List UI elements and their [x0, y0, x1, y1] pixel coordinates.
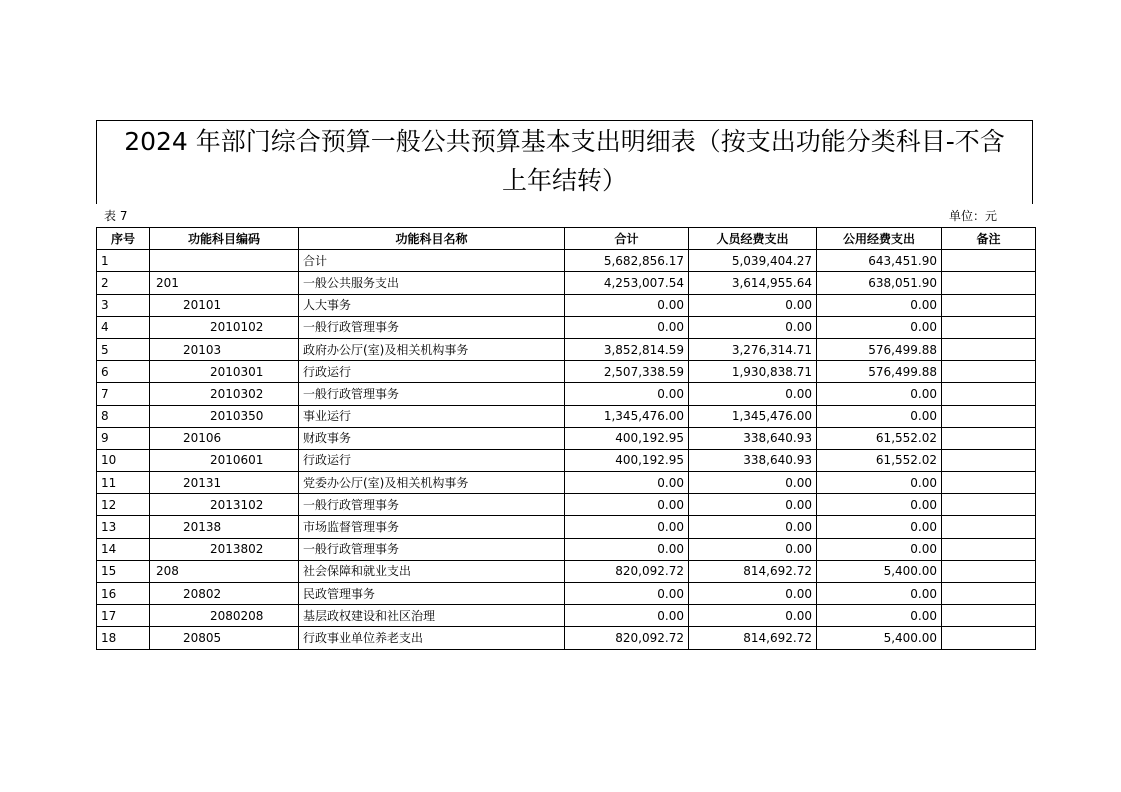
- cell-note: [942, 560, 1036, 582]
- cell-code: 2080208: [150, 605, 299, 627]
- header-name: 功能科目名称: [299, 228, 565, 250]
- cell-total: 2,507,338.59: [565, 361, 689, 383]
- cell-name: 党委办公厅(室)及相关机构事务: [299, 472, 565, 494]
- header-note: 备注: [942, 228, 1036, 250]
- cell-name: 民政管理事务: [299, 583, 565, 605]
- cell-seq: 3: [97, 294, 150, 316]
- cell-seq: 11: [97, 472, 150, 494]
- cell-name: 基层政权建设和社区治理: [299, 605, 565, 627]
- cell-name: 一般行政管理事务: [299, 494, 565, 516]
- cell-public: 0.00: [817, 383, 942, 405]
- cell-total: 0.00: [565, 294, 689, 316]
- cell-total: 400,192.95: [565, 449, 689, 471]
- cell-code: 2010601: [150, 449, 299, 471]
- cell-seq: 16: [97, 583, 150, 605]
- cell-name: 行政运行: [299, 449, 565, 471]
- cell-code: 201: [150, 272, 299, 294]
- cell-seq: 10: [97, 449, 150, 471]
- cell-name: 一般行政管理事务: [299, 316, 565, 338]
- cell-total: 5,682,856.17: [565, 250, 689, 272]
- cell-personnel: 0.00: [689, 294, 817, 316]
- table-row: [97, 383, 1036, 405]
- table-header-row: [97, 228, 1036, 250]
- cell-name: 一般行政管理事务: [299, 538, 565, 560]
- cell-seq: 18: [97, 627, 150, 649]
- table-row: [97, 494, 1036, 516]
- cell-personnel: 3,276,314.71: [689, 338, 817, 360]
- cell-public: 0.00: [817, 294, 942, 316]
- report-title-line-2: 上年结转）: [501, 166, 627, 195]
- cell-personnel: 0.00: [689, 538, 817, 560]
- cell-total: 1,345,476.00: [565, 405, 689, 427]
- cell-code: 2010350: [150, 405, 299, 427]
- cell-note: [942, 427, 1036, 449]
- cell-public: 0.00: [817, 538, 942, 560]
- cell-personnel: 338,640.93: [689, 449, 817, 471]
- cell-personnel: 1,930,838.71: [689, 361, 817, 383]
- header-personnel: 人员经费支出: [689, 228, 817, 250]
- cell-name: 合计: [299, 250, 565, 272]
- cell-code: 2010302: [150, 383, 299, 405]
- table-row: [97, 405, 1036, 427]
- cell-code: 20101: [150, 294, 299, 316]
- cell-note: [942, 583, 1036, 605]
- cell-code: 20805: [150, 627, 299, 649]
- table-row: [97, 538, 1036, 560]
- cell-code: 2013102: [150, 494, 299, 516]
- cell-total: 0.00: [565, 472, 689, 494]
- report-title-box: [96, 120, 1033, 204]
- cell-seq: 17: [97, 605, 150, 627]
- cell-note: [942, 405, 1036, 427]
- cell-code: 208: [150, 560, 299, 582]
- table-row: [97, 427, 1036, 449]
- cell-seq: 8: [97, 405, 150, 427]
- table-row: [97, 272, 1036, 294]
- cell-public: 643,451.90: [817, 250, 942, 272]
- cell-name: 人大事务: [299, 294, 565, 316]
- cell-public: 5,400.00: [817, 627, 942, 649]
- cell-note: [942, 250, 1036, 272]
- cell-seq: 12: [97, 494, 150, 516]
- cell-personnel: 5,039,404.27: [689, 250, 817, 272]
- table-row: [97, 583, 1036, 605]
- cell-personnel: 814,692.72: [689, 560, 817, 582]
- cell-total: 820,092.72: [565, 560, 689, 582]
- cell-name: 政府办公厅(室)及相关机构事务: [299, 338, 565, 360]
- cell-name: 行政事业单位养老支出: [299, 627, 565, 649]
- cell-code: 2010102: [150, 316, 299, 338]
- table-row: [97, 449, 1036, 471]
- header-code: 功能科目编码: [150, 228, 299, 250]
- table-row: [97, 516, 1036, 538]
- cell-total: 0.00: [565, 494, 689, 516]
- cell-total: 4,253,007.54: [565, 272, 689, 294]
- cell-public: 0.00: [817, 583, 942, 605]
- table-row: [97, 294, 1036, 316]
- cell-note: [942, 605, 1036, 627]
- cell-note: [942, 338, 1036, 360]
- cell-total: 0.00: [565, 383, 689, 405]
- cell-note: [942, 449, 1036, 471]
- budget-detail-table: [96, 227, 1036, 650]
- cell-seq: 15: [97, 560, 150, 582]
- cell-personnel: 0.00: [689, 516, 817, 538]
- cell-public: 0.00: [817, 516, 942, 538]
- cell-name: 一般行政管理事务: [299, 383, 565, 405]
- table-row: [97, 560, 1036, 582]
- cell-total: 0.00: [565, 583, 689, 605]
- cell-note: [942, 294, 1036, 316]
- cell-public: 0.00: [817, 472, 942, 494]
- cell-seq: 4: [97, 316, 150, 338]
- cell-name: 财政事务: [299, 427, 565, 449]
- cell-personnel: 0.00: [689, 472, 817, 494]
- cell-name: 市场监督管理事务: [299, 516, 565, 538]
- table-row: [97, 316, 1036, 338]
- cell-personnel: 814,692.72: [689, 627, 817, 649]
- cell-seq: 1: [97, 250, 150, 272]
- cell-public: 61,552.02: [817, 449, 942, 471]
- cell-public: 5,400.00: [817, 560, 942, 582]
- unit-label: 单位：元: [949, 209, 998, 223]
- cell-name: 一般公共服务支出: [299, 272, 565, 294]
- cell-public: 0.00: [817, 494, 942, 516]
- cell-code: [150, 250, 299, 272]
- table-row: [97, 250, 1036, 272]
- cell-total: 0.00: [565, 516, 689, 538]
- cell-name: 社会保障和就业支出: [299, 560, 565, 582]
- cell-public: 576,499.88: [817, 361, 942, 383]
- table-body: [97, 250, 1036, 649]
- cell-personnel: 0.00: [689, 494, 817, 516]
- cell-note: [942, 361, 1036, 383]
- table-row: [97, 472, 1036, 494]
- cell-total: 0.00: [565, 538, 689, 560]
- cell-total: 400,192.95: [565, 427, 689, 449]
- header-seq: 序号: [97, 228, 150, 250]
- cell-seq: 5: [97, 338, 150, 360]
- cell-seq: 13: [97, 516, 150, 538]
- cell-personnel: 1,345,476.00: [689, 405, 817, 427]
- cell-note: [942, 383, 1036, 405]
- cell-seq: 14: [97, 538, 150, 560]
- cell-public: 0.00: [817, 405, 942, 427]
- table-row: [97, 627, 1036, 649]
- cell-code: 20131: [150, 472, 299, 494]
- cell-note: [942, 627, 1036, 649]
- cell-personnel: 0.00: [689, 605, 817, 627]
- cell-total: 0.00: [565, 316, 689, 338]
- cell-note: [942, 494, 1036, 516]
- cell-seq: 6: [97, 361, 150, 383]
- cell-code: 2013802: [150, 538, 299, 560]
- cell-public: 61,552.02: [817, 427, 942, 449]
- cell-code: 20802: [150, 583, 299, 605]
- cell-total: 0.00: [565, 605, 689, 627]
- cell-code: 20103: [150, 338, 299, 360]
- cell-seq: 9: [97, 427, 150, 449]
- cell-public: 0.00: [817, 605, 942, 627]
- table-number: 表 7: [104, 209, 128, 223]
- table-row: [97, 361, 1036, 383]
- cell-personnel: 338,640.93: [689, 427, 817, 449]
- header-public: 公用经费支出: [817, 228, 942, 250]
- table-row: [97, 338, 1036, 360]
- cell-personnel: 0.00: [689, 316, 817, 338]
- cell-note: [942, 538, 1036, 560]
- cell-public: 638,051.90: [817, 272, 942, 294]
- cell-code: 20138: [150, 516, 299, 538]
- cell-note: [942, 272, 1036, 294]
- cell-note: [942, 316, 1036, 338]
- cell-seq: 2: [97, 272, 150, 294]
- cell-seq: 7: [97, 383, 150, 405]
- cell-name: 事业运行: [299, 405, 565, 427]
- cell-code: 20106: [150, 427, 299, 449]
- cell-total: 820,092.72: [565, 627, 689, 649]
- cell-total: 3,852,814.59: [565, 338, 689, 360]
- cell-note: [942, 516, 1036, 538]
- cell-personnel: 0.00: [689, 383, 817, 405]
- table-row: [97, 605, 1036, 627]
- cell-personnel: 0.00: [689, 583, 817, 605]
- cell-note: [942, 472, 1036, 494]
- header-total: 合计: [565, 228, 689, 250]
- report-title-line-1: 2024 年部门综合预算一般公共预算基本支出明细表（按支出功能分类科目-不含: [124, 127, 1005, 156]
- cell-public: 0.00: [817, 316, 942, 338]
- cell-personnel: 3,614,955.64: [689, 272, 817, 294]
- cell-public: 576,499.88: [817, 338, 942, 360]
- cell-code: 2010301: [150, 361, 299, 383]
- cell-name: 行政运行: [299, 361, 565, 383]
